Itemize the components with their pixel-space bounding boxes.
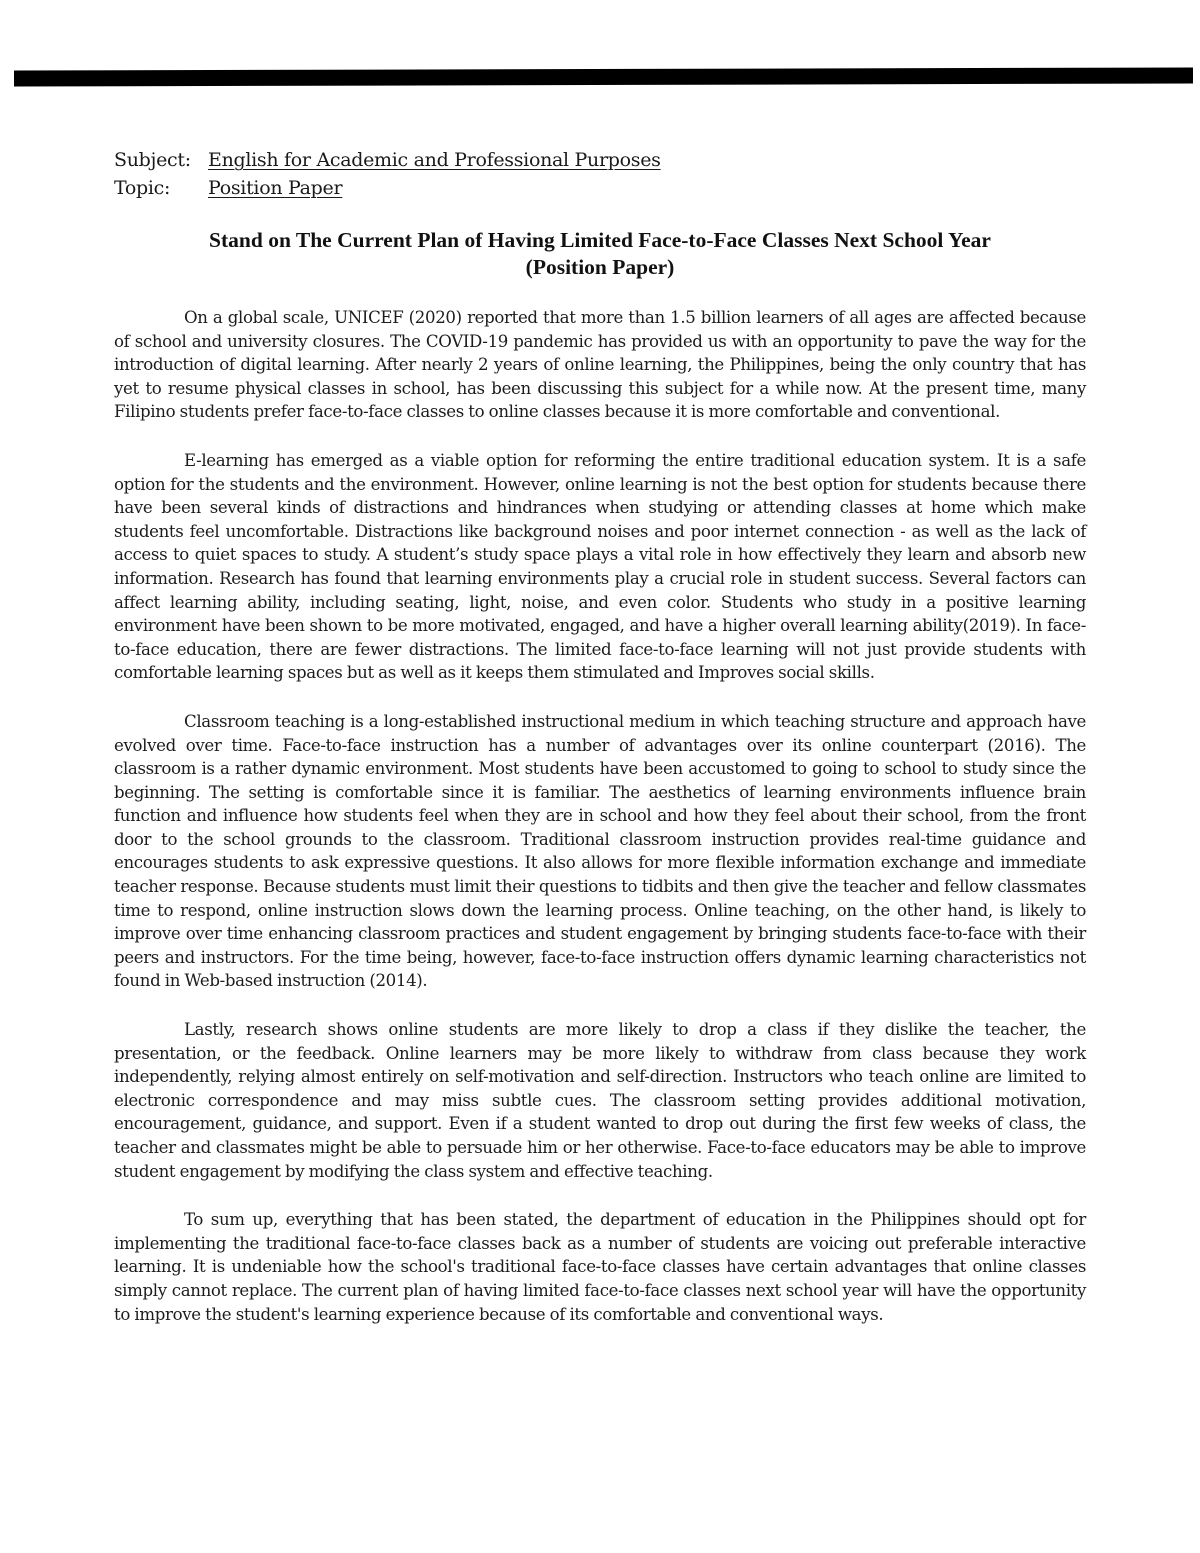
document-body	[114, 306, 1086, 1351]
title-line-1: Stand on The Current Plan of Having Limited Face-to-Face Classes Next School Year	[209, 228, 991, 252]
subject-value: English for Academic and Professional Purposes	[208, 149, 661, 171]
paragraph-classroom-teaching: Classroom teaching is a long-established instructional medium in which teaching structure and approach have evolved over time. Face-to-face instruction has a number of advantages over its online counterpart (2016). The classroom is a rather dynamic environment. Most students have been accustomed to going to school to study since the beginning. The setting is comfortable since it is familiar. The aesthetics of learning environments influence brain function and influence how students feel when they are in school and how they feel about their school, from the front door to the school grounds to the classroom. Traditional classroom instruction provides real-time guidance and encourages students to ask expressive questions. It also allows for more flexible information exchange and immediate teacher response. Because students must limit their questions to tidbits and then give the teacher and fellow classmates time to respond, online instruction slows down the learning process. Online teaching, on the other hand, is likely to improve over time enhancing classroom practices and student engagement by bringing students face-to-face with their peers and instructors. For the time being, however, face-to-face instruction offers dynamic learning characteristics not found in Web-based instruction (2014).	[114, 711, 1086, 991]
paragraph-lastly: Lastly, research shows online students are more likely to drop a class if they dislike the teacher, the presentation, or the feedback. Online learners may be more likely to withdraw from class because they work independently, relying almost entirely on self-motivation and self-direction. Instructors who teach online are limited to electronic correspondence and may miss subtle cues. The classroom setting provides additional motivation, encouragement, guidance, and support. Even if a student wanted to drop out during the first few weeks of class, the teacher and classmates might be able to persuade him or her otherwise. Face-to-face educators may be able to improve student engagement by modifying the class system and effective teaching.	[114, 1020, 1086, 1181]
document-title	[114, 227, 1086, 281]
topic-label: Topic:	[114, 177, 171, 199]
topic-row	[114, 174, 661, 202]
title-line-2: (Position Paper)	[525, 255, 675, 279]
document-meta	[114, 146, 661, 202]
topic-value: Position Paper	[208, 177, 343, 199]
paragraph-e-learning: E-learning has emerged as a viable option for reforming the entire traditional education system. It is a safe option for the students and the environment. However, online learning is not the best option for students because there have been several kinds of distractions and hindrances when studying or attending classes at home which make students feel uncomfortable. Distractions like background noises and poor internet connection - as well as the lack of access to quiet spaces to study. A student’s study space plays a vital role in how effectively they learn and absorb new information. Research has found that learning environments play a crucial role in student success. Several factors can affect learning ability, including seating, light, noise, and even color. Students who study in a positive learning environment have been shown to be more motivated, engaged, and have a higher overall learning ability(2019). In face-to-face education, there are fewer distractions. The limited face-to-face learning will not just provide students with comfortable learning spaces but as well as it keeps them stimulated and Improves social skills.	[114, 450, 1086, 683]
subject-label: Subject:	[114, 149, 191, 171]
subject-row	[114, 146, 661, 174]
header-rule	[14, 67, 1193, 86]
paragraph-intro: On a global scale, UNICEF (2020) reported that more than 1.5 billion learners of all ages are affected because of school and university closures. The COVID-19 pandemic has provided us with an opportunity to pave the way for the introduction of digital learning. After nearly 2 years of online learning, the Philippines, being the only country that has yet to resume physical classes in school, has been discussing this subject for a while now. At the present time, many Filipino students prefer face-to-face classes to online classes because it is more comfortable and conventional.	[114, 308, 1086, 422]
paragraph-conclusion: To sum up, everything that has been stated, the department of education in the Philippines should opt for implementing the traditional face-to-face classes back as a number of students are voicing out preferable interactive learning. It is undeniable how the school's traditional face-to-face classes have certain advantages that online classes simply cannot replace. The current plan of having limited face-to-face classes next school year will have the opportunity to improve the student's learning experience because of its comfortable and conventional ways.	[114, 1210, 1086, 1324]
